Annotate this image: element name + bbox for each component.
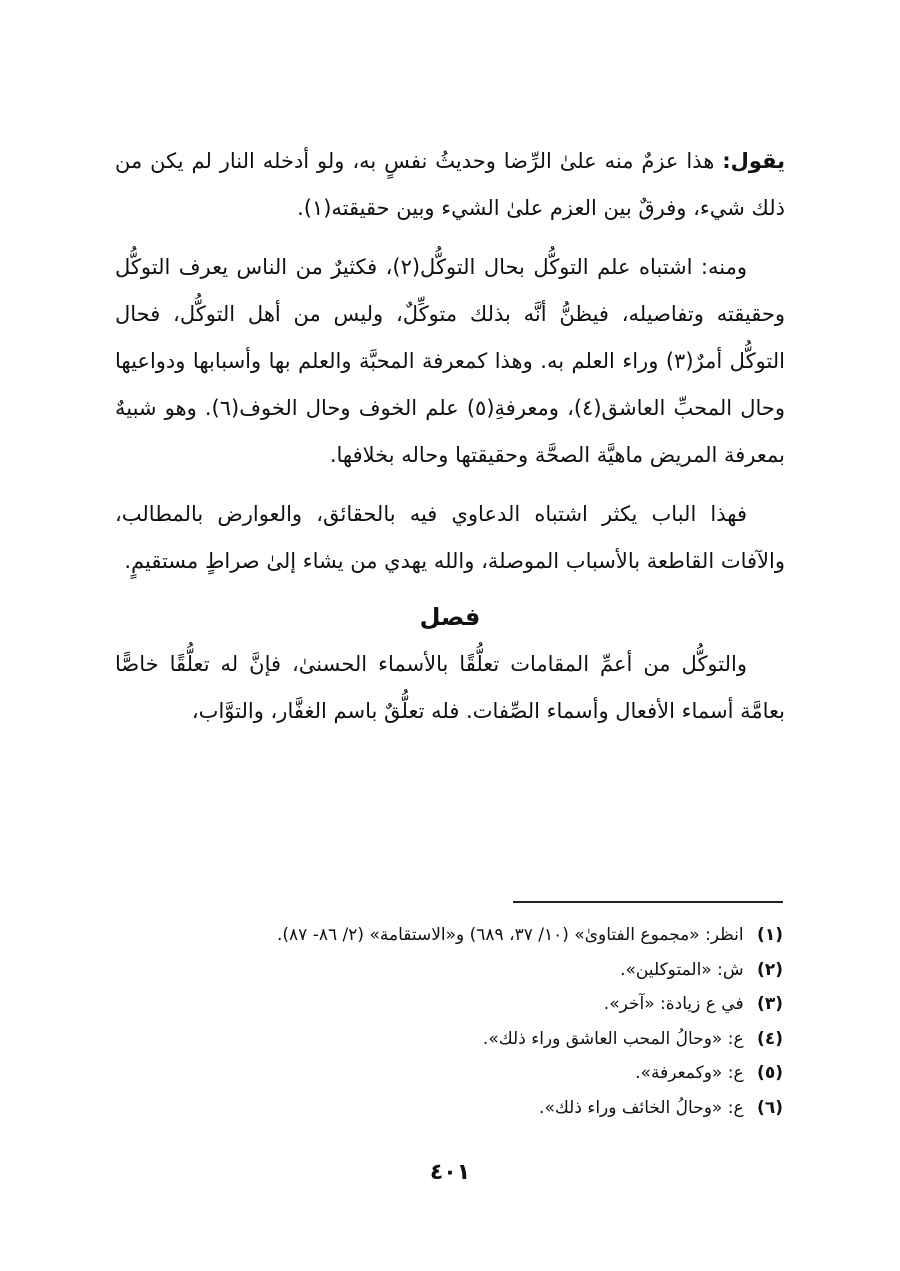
paragraph-1 [115,138,785,232]
footnote-text: ش: «المتوكلين». [620,959,744,980]
footnote-number: (٢) [757,959,783,980]
section-heading: فصل [419,603,481,631]
page-content [115,138,785,747]
footnote-6 [115,1091,783,1126]
paragraph-2: ومنه: اشتباه علم التوكُّل بحال التوكُّل(٢)، فكثيرٌ من الناس يعرف التوكُّل وحقيقته وتفاصيله، فيظنُّ أنَّه بذلك متوكِّلٌ، وليس من أهل التوكُّل، فحال التوكُّل أمرٌ(٣) وراء العلم به. وهذا كمعرفة المحبَّة والعلم بها وأسبابها ودواعيها وحال المحبِّ العاشق(٤)، ومعرفةِ(٥) علم الخوف وحال الخوف(٦). وهو شبيهٌ بمعرفة المريض ماهيَّة الصحَّة وحقيقتها وحاله بخلافها. [115,255,786,467]
footnote-4 [115,1022,783,1057]
footnote-text: انظر: «مجموع الفتاوىٰ» (١٠/ ٣٧، ٦٨٩) و«الاستقامة» (٢/ ٨٦- ٨٧). [277,925,744,945]
footnote-3 [115,987,783,1022]
footnote-number: (١) [757,925,783,945]
paragraph-1-text: هذا عزمٌ منه علىٰ الرِّضا وحديثُ نفسٍ به، ولو أدخله النار لم يكن من ذلك شيء، وفرقٌ بين العزم علىٰ الشيء وبين حقيقته(١). [115,149,785,220]
footnote-2 [115,953,783,988]
body-text [115,138,785,735]
footnote-text: ع: «وحالُ الخائف وراء ذلك». [539,1097,744,1118]
footnote-text: ع: «وحالُ المحب العاشق وراء ذلك». [482,1028,744,1049]
footnote-number: (٤) [757,1028,783,1049]
footnote-number: (٦) [757,1097,783,1118]
footnote-number: (٥) [757,1063,783,1083]
paragraph-4: والتوكُّل من أعمِّ المقامات تعلُّقًا بالأسماء الحسنىٰ، فإنَّ له تعلُّقًا خاصًّا بعامَّة أسماء الأفعال وأسماء الصِّفات. فله تعلُّقٌ باسم الغفَّار، والتوَّاب، [115,652,785,723]
footnotes [115,918,783,1125]
page-number: ٤٠١ [429,1160,471,1185]
paragraph-1-lead: يقول: [722,149,785,173]
footnote-text: ع: «وكمعرفة». [635,1063,744,1083]
footnote-5 [115,1056,783,1091]
footnote-number: (٣) [757,994,783,1014]
footnote-text: في ع زيادة: «آخر». [603,994,744,1014]
paragraph-3: فهذا الباب يكثر اشتباه الدعاوي فيه بالحقائق، والعوارض بالمطالب، والآفات القاطعة بالأسباب الموصلة، والله يهدي من يشاء إلىٰ صراطٍ مستقيمٍ. [115,502,785,573]
footnote-1 [115,918,783,953]
footnote-separator [513,901,783,903]
